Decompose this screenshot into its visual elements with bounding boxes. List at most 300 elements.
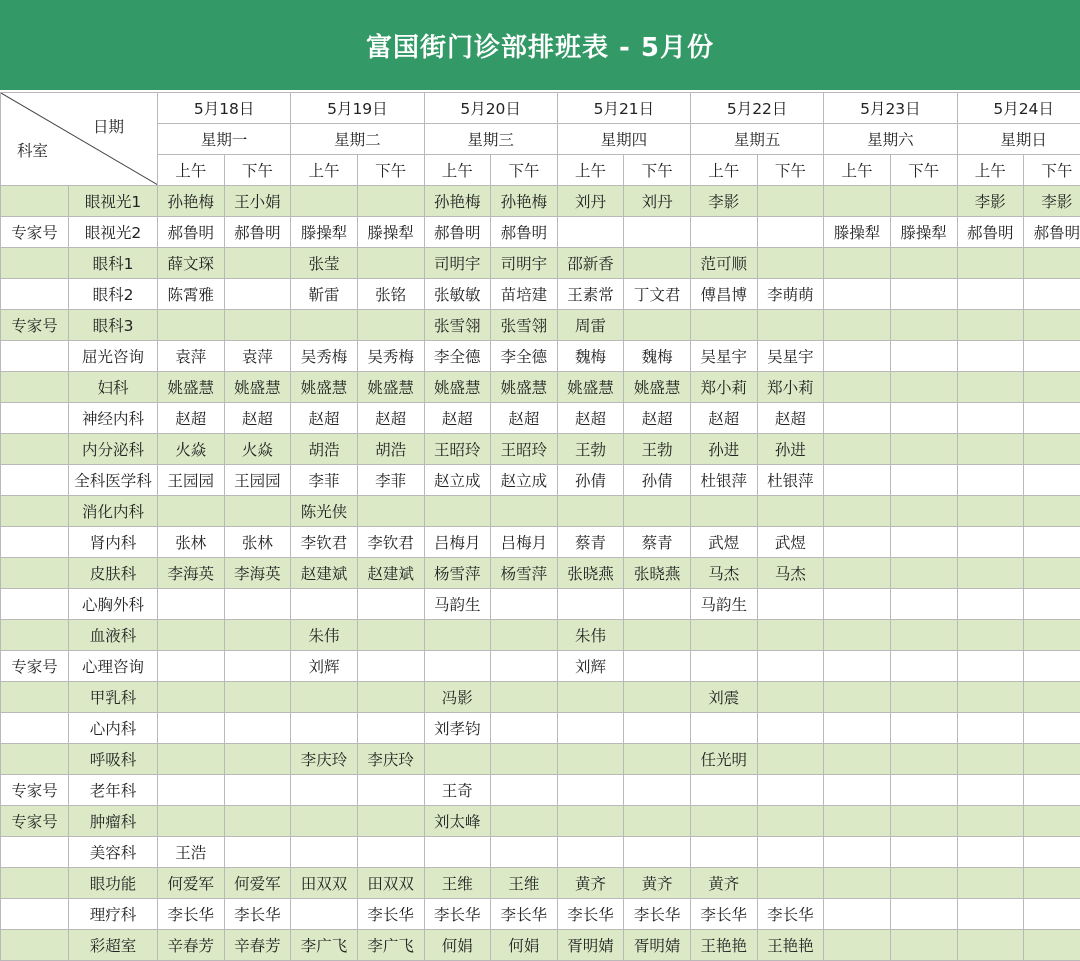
shift-cell <box>357 806 424 837</box>
shift-cell: 赵建斌 <box>357 558 424 589</box>
shift-cell <box>357 713 424 744</box>
shift-cell <box>691 217 758 248</box>
shift-cell: 李长华 <box>557 899 624 930</box>
shift-cell <box>957 558 1024 589</box>
date-header: 5月18日 <box>158 93 291 124</box>
shift-cell <box>1024 372 1080 403</box>
shift-cell <box>691 310 758 341</box>
shift-cell <box>691 620 758 651</box>
shift-cell <box>890 837 957 868</box>
shift-cell <box>491 744 558 775</box>
dept-name: 老年科 <box>69 775 158 806</box>
shift-cell <box>1024 341 1080 372</box>
shift-cell: 刘孝钧 <box>424 713 491 744</box>
shift-cell <box>1024 651 1080 682</box>
shift-cell: 赵超 <box>424 403 491 434</box>
shift-cell <box>824 310 891 341</box>
shift-cell <box>890 465 957 496</box>
shift-cell <box>424 837 491 868</box>
shift-cell: 马杰 <box>757 558 824 589</box>
shift-cell: 王勃 <box>624 434 691 465</box>
shift-cell <box>890 744 957 775</box>
dept-name: 美容科 <box>69 837 158 868</box>
shift-cell <box>890 868 957 899</box>
expert-tag <box>1 186 69 217</box>
shift-cell: 黄齐 <box>624 868 691 899</box>
shift-cell: 武煜 <box>691 527 758 558</box>
dept-name: 心内科 <box>69 713 158 744</box>
shift-cell <box>890 682 957 713</box>
expert-tag <box>1 589 69 620</box>
shift-cell <box>1024 279 1080 310</box>
shift-cell: 姚盛慧 <box>424 372 491 403</box>
dept-name: 眼科3 <box>69 310 158 341</box>
weekday-header: 星期四 <box>557 124 690 155</box>
shift-cell <box>158 775 225 806</box>
dept-name: 心胸外科 <box>69 589 158 620</box>
shift-cell: 朱伟 <box>557 620 624 651</box>
shift-cell <box>357 496 424 527</box>
expert-tag: 专家号 <box>1 775 69 806</box>
shift-cell: 孙艳梅 <box>158 186 225 217</box>
shift-cell <box>158 806 225 837</box>
shift-cell <box>824 868 891 899</box>
schedule-row <box>1 434 1080 465</box>
shift-cell: 靳雷 <box>291 279 358 310</box>
shift-cell: 吴星宇 <box>691 341 758 372</box>
shift-cell: 王园园 <box>158 465 225 496</box>
shift-cell <box>224 806 291 837</box>
shift-cell <box>824 651 891 682</box>
shift-cell <box>890 248 957 279</box>
shift-cell: 王勃 <box>557 434 624 465</box>
shift-cell <box>890 434 957 465</box>
shift-cell: 何娟 <box>424 930 491 961</box>
shift-cell: 火焱 <box>224 434 291 465</box>
shift-cell: 马韵生 <box>424 589 491 620</box>
shift-cell <box>957 434 1024 465</box>
schedule-row <box>1 806 1080 837</box>
shift-cell: 司明宇 <box>491 248 558 279</box>
shift-cell <box>757 806 824 837</box>
shift-cell: 田双双 <box>291 868 358 899</box>
shift-cell: 张雪翎 <box>424 310 491 341</box>
expert-tag <box>1 930 69 961</box>
shift-cell <box>1024 682 1080 713</box>
shift-cell <box>1024 620 1080 651</box>
shift-cell <box>757 589 824 620</box>
shift-cell: 李全德 <box>491 341 558 372</box>
shift-cell: 赵建斌 <box>291 558 358 589</box>
shift-cell <box>1024 930 1080 961</box>
schedule-row <box>1 341 1080 372</box>
shift-cell: 王素常 <box>557 279 624 310</box>
shift-cell: 张莹 <box>291 248 358 279</box>
shift-cell <box>1024 310 1080 341</box>
weekday-header: 星期六 <box>824 124 957 155</box>
schedule-row <box>1 558 1080 589</box>
shift-cell: 孙艳梅 <box>491 186 558 217</box>
shift-cell <box>224 496 291 527</box>
shift-cell: 王奇 <box>424 775 491 806</box>
weekday-header: 星期一 <box>158 124 291 155</box>
shift-cell <box>824 775 891 806</box>
shift-cell <box>624 589 691 620</box>
shift-cell: 田双双 <box>357 868 424 899</box>
shift-cell <box>957 620 1024 651</box>
shift-cell: 朱伟 <box>291 620 358 651</box>
dept-name: 肾内科 <box>69 527 158 558</box>
shift-cell <box>357 620 424 651</box>
shift-cell <box>824 806 891 837</box>
shift-cell <box>624 651 691 682</box>
shift-cell: 李长华 <box>624 899 691 930</box>
shift-cell: 赵超 <box>491 403 558 434</box>
shift-cell <box>624 744 691 775</box>
shift-cell <box>1024 837 1080 868</box>
shift-cell: 李影 <box>957 186 1024 217</box>
dept-name: 神经内科 <box>69 403 158 434</box>
shift-cell <box>957 806 1024 837</box>
shift-cell: 赵超 <box>757 403 824 434</box>
shift-cell: 郝鲁明 <box>424 217 491 248</box>
shift-cell <box>890 899 957 930</box>
shift-cell <box>824 186 891 217</box>
shift-cell <box>1024 744 1080 775</box>
shift-cell: 李庆玲 <box>291 744 358 775</box>
shift-cell <box>291 589 358 620</box>
shift-cell: 李菲 <box>291 465 358 496</box>
shift-cell <box>957 496 1024 527</box>
shift-cell: 李影 <box>691 186 758 217</box>
shift-cell: 赵超 <box>357 403 424 434</box>
schedule-row <box>1 310 1080 341</box>
shift-cell <box>1024 806 1080 837</box>
shift-cell <box>1024 775 1080 806</box>
shift-cell: 吴秀梅 <box>357 341 424 372</box>
expert-tag <box>1 434 69 465</box>
schedule-row <box>1 775 1080 806</box>
expert-tag: 专家号 <box>1 806 69 837</box>
date-axis-label: 日期 <box>93 115 124 137</box>
shift-cell: 姚盛慧 <box>624 372 691 403</box>
shift-cell: 张敏敏 <box>424 279 491 310</box>
schedule-row <box>1 868 1080 899</box>
shift-cell <box>357 248 424 279</box>
shift-cell <box>1024 248 1080 279</box>
shift-cell: 陈霄雅 <box>158 279 225 310</box>
shift-cell: 刘太峰 <box>424 806 491 837</box>
shift-cell <box>624 248 691 279</box>
shift-cell <box>691 806 758 837</box>
shift-cell: 蔡青 <box>557 527 624 558</box>
shift-cell: 李长华 <box>691 899 758 930</box>
shift-cell: 李庆玲 <box>357 744 424 775</box>
schedule-row <box>1 651 1080 682</box>
shift-cell <box>291 682 358 713</box>
shift-cell <box>1024 496 1080 527</box>
shift-cell <box>291 899 358 930</box>
shift-cell <box>957 837 1024 868</box>
shift-cell <box>491 775 558 806</box>
shift-cell <box>757 651 824 682</box>
shift-cell <box>757 868 824 899</box>
shift-cell <box>624 310 691 341</box>
shift-cell: 王艳艳 <box>757 930 824 961</box>
shift-cell <box>957 341 1024 372</box>
dept-name: 血液科 <box>69 620 158 651</box>
shift-cell <box>691 837 758 868</box>
shift-cell <box>1024 527 1080 558</box>
shift-cell: 张晓燕 <box>557 558 624 589</box>
shift-cell: 傅昌博 <box>691 279 758 310</box>
shift-cell <box>757 620 824 651</box>
shift-cell: 李钦君 <box>291 527 358 558</box>
dept-name: 甲乳科 <box>69 682 158 713</box>
dept-name: 彩超室 <box>69 930 158 961</box>
shift-cell: 刘辉 <box>557 651 624 682</box>
shift-cell <box>624 496 691 527</box>
shift-cell <box>158 682 225 713</box>
dept-name: 眼视光1 <box>69 186 158 217</box>
expert-tag <box>1 620 69 651</box>
schedule-row <box>1 744 1080 775</box>
shift-cell: 胡浩 <box>291 434 358 465</box>
shift-cell <box>491 620 558 651</box>
expert-tag: 专家号 <box>1 217 69 248</box>
shift-cell: 姚盛慧 <box>557 372 624 403</box>
expert-tag <box>1 868 69 899</box>
shift-cell: 滕操犁 <box>357 217 424 248</box>
dept-name: 妇科 <box>69 372 158 403</box>
shift-cell <box>691 496 758 527</box>
expert-tag <box>1 372 69 403</box>
shift-cell <box>1024 434 1080 465</box>
shift-cell <box>824 248 891 279</box>
shift-cell <box>624 682 691 713</box>
shift-cell <box>757 248 824 279</box>
shift-cell <box>158 713 225 744</box>
am-header: 上午 <box>824 155 891 186</box>
shift-cell: 孙艳梅 <box>424 186 491 217</box>
expert-tag <box>1 465 69 496</box>
shift-cell <box>624 775 691 806</box>
shift-cell: 辛春芳 <box>158 930 225 961</box>
shift-cell <box>557 806 624 837</box>
shift-cell: 王昭玲 <box>491 434 558 465</box>
shift-cell: 张雪翎 <box>491 310 558 341</box>
shift-cell <box>957 589 1024 620</box>
expert-tag <box>1 899 69 930</box>
shift-cell: 滕操犁 <box>890 217 957 248</box>
shift-cell <box>890 620 957 651</box>
shift-cell <box>624 620 691 651</box>
shift-cell: 冯影 <box>424 682 491 713</box>
shift-cell: 郑小莉 <box>757 372 824 403</box>
dept-name: 呼吸科 <box>69 744 158 775</box>
shift-cell: 邵新香 <box>557 248 624 279</box>
expert-tag: 专家号 <box>1 651 69 682</box>
shift-cell <box>824 837 891 868</box>
shift-cell <box>957 372 1024 403</box>
shift-cell <box>624 806 691 837</box>
expert-tag <box>1 682 69 713</box>
shift-cell <box>757 682 824 713</box>
dept-name: 肿瘤科 <box>69 806 158 837</box>
shift-cell <box>357 186 424 217</box>
shift-cell: 李海英 <box>158 558 225 589</box>
shift-cell: 赵超 <box>624 403 691 434</box>
shift-cell: 李钦君 <box>357 527 424 558</box>
shift-cell: 吕梅月 <box>424 527 491 558</box>
shift-cell <box>158 496 225 527</box>
am-header: 上午 <box>158 155 225 186</box>
shift-cell <box>957 310 1024 341</box>
shift-cell <box>357 589 424 620</box>
shift-cell: 王维 <box>491 868 558 899</box>
shift-cell <box>890 930 957 961</box>
expert-tag <box>1 744 69 775</box>
dept-name: 全科医学科 <box>69 465 158 496</box>
shift-cell: 郝鲁明 <box>158 217 225 248</box>
shift-cell <box>224 651 291 682</box>
shift-cell <box>1024 558 1080 589</box>
weekday-header: 星期日 <box>957 124 1080 155</box>
shift-cell: 李长华 <box>357 899 424 930</box>
pm-header: 下午 <box>491 155 558 186</box>
shift-cell <box>890 527 957 558</box>
shift-cell <box>224 310 291 341</box>
shift-cell: 赵超 <box>224 403 291 434</box>
expert-tag <box>1 341 69 372</box>
shift-cell <box>357 837 424 868</box>
shift-cell <box>224 248 291 279</box>
shift-cell: 李影 <box>1024 186 1080 217</box>
shift-cell <box>158 620 225 651</box>
shift-cell <box>491 496 558 527</box>
shift-cell <box>1024 589 1080 620</box>
shift-cell <box>691 775 758 806</box>
shift-cell <box>1024 403 1080 434</box>
shift-cell <box>757 310 824 341</box>
expert-tag <box>1 403 69 434</box>
schedule-row <box>1 465 1080 496</box>
shift-cell <box>957 713 1024 744</box>
schedule-row <box>1 248 1080 279</box>
schedule-row <box>1 496 1080 527</box>
expert-tag: 专家号 <box>1 310 69 341</box>
shift-cell: 姚盛慧 <box>357 372 424 403</box>
shift-cell: 武煜 <box>757 527 824 558</box>
shift-cell <box>890 589 957 620</box>
shift-cell <box>491 651 558 682</box>
shift-cell: 李长华 <box>491 899 558 930</box>
shift-cell <box>957 868 1024 899</box>
shift-cell: 王园园 <box>224 465 291 496</box>
shift-cell: 李长华 <box>224 899 291 930</box>
schedule-row <box>1 372 1080 403</box>
shift-cell <box>757 775 824 806</box>
pm-header: 下午 <box>624 155 691 186</box>
shift-cell <box>824 465 891 496</box>
shift-cell: 马韵生 <box>691 589 758 620</box>
shift-cell <box>691 651 758 682</box>
shift-cell: 郝鲁明 <box>1024 217 1080 248</box>
expert-tag <box>1 558 69 589</box>
shift-cell: 张铭 <box>357 279 424 310</box>
shift-cell <box>624 837 691 868</box>
shift-cell <box>824 558 891 589</box>
shift-cell <box>557 589 624 620</box>
shift-cell: 刘丹 <box>557 186 624 217</box>
shift-cell: 王浩 <box>158 837 225 868</box>
weekday-header: 星期二 <box>291 124 424 155</box>
shift-cell <box>957 279 1024 310</box>
date-header: 5月19日 <box>291 93 424 124</box>
shift-cell <box>424 620 491 651</box>
shift-cell <box>557 744 624 775</box>
shift-cell <box>824 682 891 713</box>
shift-cell: 李广飞 <box>291 930 358 961</box>
shift-cell: 李菲 <box>357 465 424 496</box>
pm-header: 下午 <box>757 155 824 186</box>
shift-cell: 郑小莉 <box>691 372 758 403</box>
shift-cell <box>291 775 358 806</box>
shift-cell <box>824 403 891 434</box>
shift-cell: 孙倩 <box>624 465 691 496</box>
shift-cell: 刘震 <box>691 682 758 713</box>
shift-cell: 周雷 <box>557 310 624 341</box>
shift-cell <box>957 682 1024 713</box>
date-header: 5月23日 <box>824 93 957 124</box>
expert-tag <box>1 279 69 310</box>
dept-name: 消化内科 <box>69 496 158 527</box>
shift-cell <box>224 620 291 651</box>
shift-cell <box>291 806 358 837</box>
shift-cell: 杜银萍 <box>757 465 824 496</box>
weekday-header: 星期三 <box>424 124 557 155</box>
shift-cell <box>357 775 424 806</box>
shift-cell <box>824 279 891 310</box>
shift-cell: 赵超 <box>291 403 358 434</box>
shift-cell <box>357 651 424 682</box>
dept-name: 眼视光2 <box>69 217 158 248</box>
shift-cell <box>957 403 1024 434</box>
shift-cell: 赵立成 <box>424 465 491 496</box>
shift-cell <box>890 713 957 744</box>
shift-cell <box>890 775 957 806</box>
shift-cell <box>158 651 225 682</box>
shift-cell <box>824 434 891 465</box>
expert-tag <box>1 248 69 279</box>
shift-cell <box>224 279 291 310</box>
date-header: 5月20日 <box>424 93 557 124</box>
shift-cell: 蔡青 <box>624 527 691 558</box>
shift-cell: 李全德 <box>424 341 491 372</box>
shift-cell <box>357 310 424 341</box>
shift-cell: 赵超 <box>557 403 624 434</box>
shift-cell: 姚盛慧 <box>158 372 225 403</box>
shift-cell <box>757 713 824 744</box>
shift-cell <box>757 496 824 527</box>
schedule-table <box>0 92 1080 961</box>
shift-cell: 胥明婧 <box>624 930 691 961</box>
shift-cell: 李长华 <box>757 899 824 930</box>
shift-cell <box>624 713 691 744</box>
shift-cell: 孙倩 <box>557 465 624 496</box>
shift-cell <box>158 744 225 775</box>
shift-cell <box>890 558 957 589</box>
